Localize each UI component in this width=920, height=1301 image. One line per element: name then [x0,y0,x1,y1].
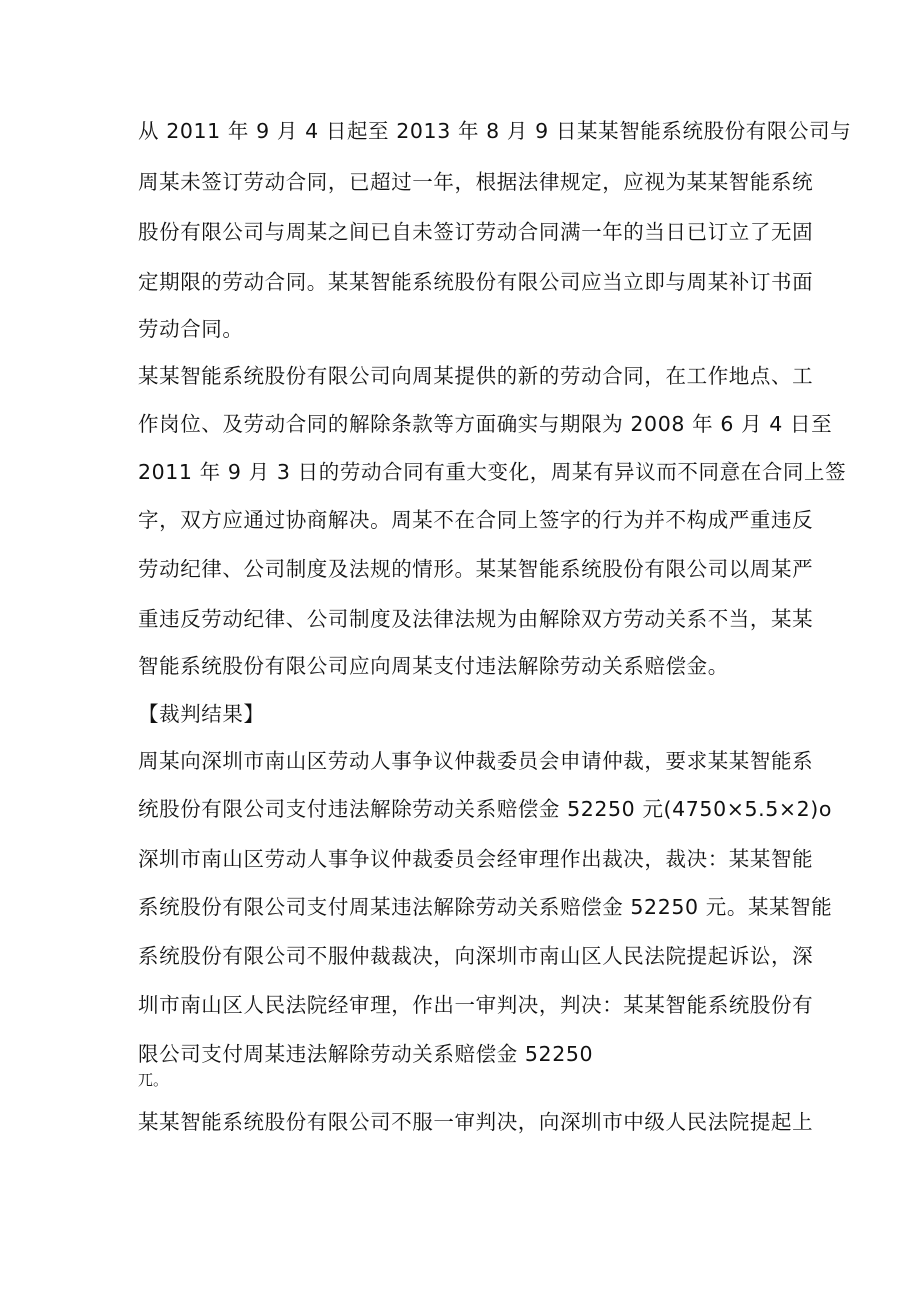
text-line: 股份有限公司与周某之间已自未签订劳动合同满一年的当日已订立了无固 [138,220,814,244]
text-line: 兀。 [138,1071,169,1089]
section-heading: 【裁判结果】 [138,702,265,726]
text-line: 系统股份有限公司不服仲裁裁决，向深圳市南山区人民法院提起诉讼，深 [138,944,814,968]
text-line: 劳动合同。 [138,317,244,341]
text-line: 字，双方应通过协商解决。周某不在合同上签字的行为并不构成严重违反 [138,508,814,532]
text-line: 某某智能系统股份有限公司向周某提供的新的劳动合同，在工作地点、工 [138,364,814,388]
text-line: 深圳市南山区劳动人事争议仲裁委员会经审理作出裁决，裁决：某某智能 [138,847,814,871]
text-line: 统股份有限公司支付违法解除劳动关系赔偿金 52250 元(4750×5.5×2)o [138,797,833,821]
text-line: 限公司支付周某违法解除劳动关系赔偿金 52250 [138,1042,594,1066]
text-line: 重违反劳动纪律、公司制度及法律法规为由解除双方劳动关系不当，某某 [138,607,814,631]
text-line: 周某向深圳市南山区劳动人事争议仲裁委员会申请仲裁，要求某某智能系 [138,749,814,773]
text-line: 系统股份有限公司支付周某违法解除劳动关系赔偿金 52250 元。某某智能 [138,895,833,919]
text-line: 2011 年 9 月 3 日的劳动合同有重大变化，周某有异议而不同意在合同上签 [138,460,847,484]
text-line: 圳市南山区人民法院经审理，作出一审判决，判决：某某智能系统股份有 [138,993,814,1017]
text-line: 周某未签订劳动合同，已超过一年，根据法律规定，应视为某某智能系统 [138,170,814,194]
text-line: 劳动纪律、公司制度及法规的情形。某某智能系统股份有限公司以周某严 [138,557,814,581]
text-line: 从 2011 年 9 月 4 日起至 2013 年 8 月 9 日某某智能系统股份有限公司与 [138,119,852,143]
text-line: 作岗位、及劳动合同的解除条款等方面确实与期限为 2008 年 6 月 4 日至 [138,412,833,436]
text-line: 某某智能系统股份有限公司不服一审判决，向深圳市中级人民法院提起上 [138,1110,814,1134]
text-line: 定期限的劳动合同。某某智能系统股份有限公司应当立即与周某补订书面 [138,270,814,294]
text-line: 智能系统股份有限公司应向周某支付违法解除劳动关系赔偿金。 [138,654,729,678]
